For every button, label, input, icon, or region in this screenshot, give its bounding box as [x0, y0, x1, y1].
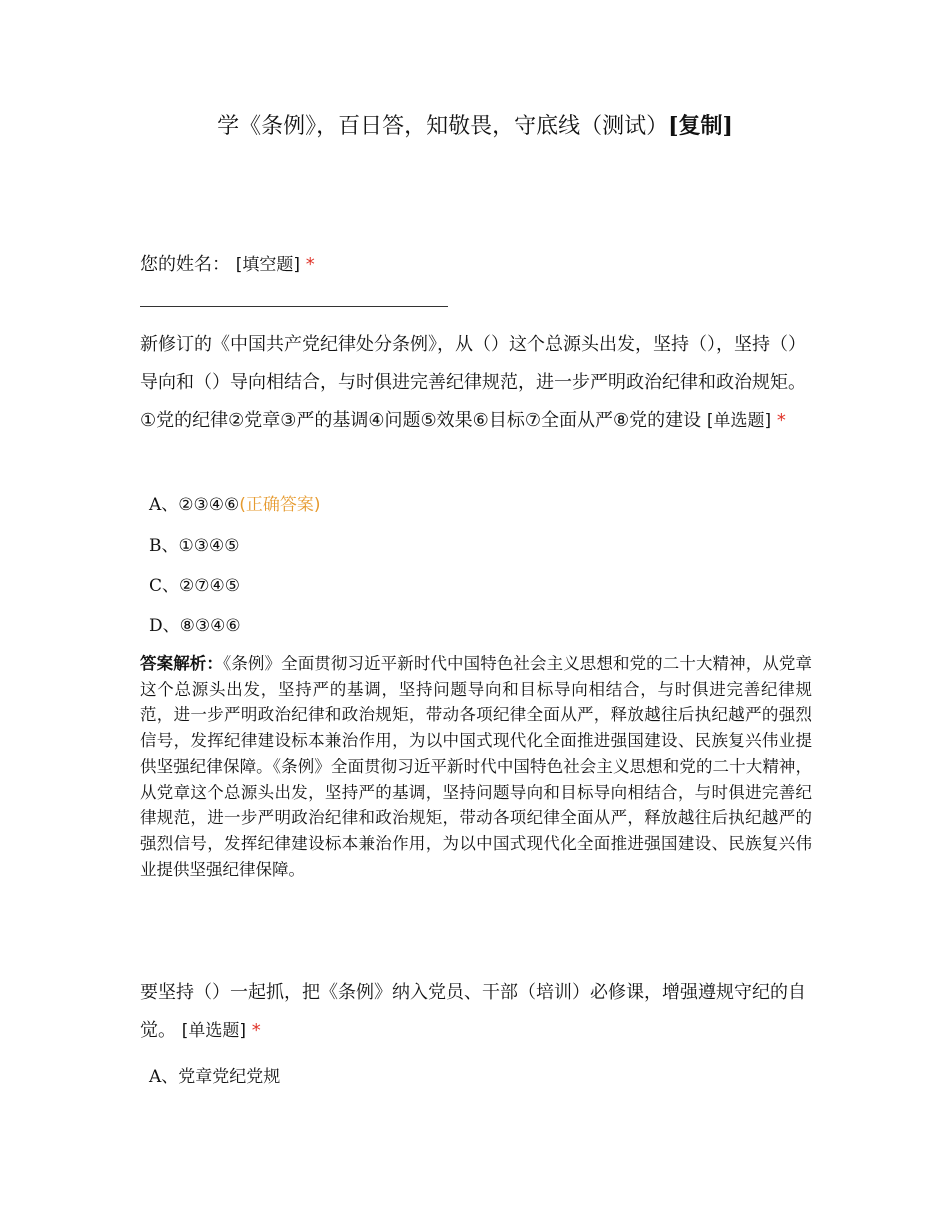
question-type: [单选题]: [181, 1021, 246, 1041]
option-a[interactable]: [149, 1065, 280, 1089]
option-a[interactable]: [149, 493, 321, 517]
required-mark: *: [305, 254, 315, 275]
question-2: [140, 974, 812, 1050]
option-text: ①③④⑤: [178, 536, 240, 556]
title-main: 学《条例》，百日答，知敬畏，守底线（测试）: [217, 114, 669, 139]
correct-answer-tag: (正确答案): [239, 495, 321, 515]
option-d[interactable]: [149, 614, 241, 638]
analysis-text: 《条例》全面贯彻习近平新时代中国特色社会主义思想和党的二十大精神，从党章这个总源头出发，坚持严的基调，坚持问题导向和目标导向相结合，与时俱进完善纪律规范，进一步严明政治纪律和政治规矩，带动各项纪律全面从严，释放越往后执纪越严的强烈信号，发挥纪律建设标本兼治作用，为以中国式现代化全面推进强国建设、民族复兴伟业提供坚强纪律保障。《条例》全面贯彻习近平新时代中国特色社会主义思想和党的二十大精神，从党章这个总源头出发，坚持严的基调，坚持问题导向和目标导向相结合，与时俱进完善纪律规范，进一步严明政治纪律和政治规矩，带动各项纪律全面从严，释放越往后执纪越严的强烈信号，发挥纪律建设标本兼治作用，为以中国式现代化全面推进强国建设、民族复兴伟业提供坚强纪律保障。: [140, 654, 812, 879]
analysis-label: 答案解析：: [140, 654, 223, 673]
question-label: [140, 974, 812, 1050]
option-letter: D、: [149, 616, 180, 636]
option-letter: A、: [149, 495, 179, 515]
question-name: [140, 246, 812, 284]
option-c[interactable]: [149, 574, 240, 598]
option-letter: C、: [149, 576, 180, 596]
option-text: 党章党纪党规: [178, 1067, 281, 1087]
question-text: 新修订的《中国共产党纪律处分条例》，从（）这个总源头出发，坚持（），坚持（）导向和（）导向相结合，与时俱进完善纪律规范，进一步严明政治纪律和政治规矩。①党的纪律②党章③严的基调④问题⑤效果⑥目标⑦全面从严⑧党的建设: [140, 334, 806, 431]
option-text: ⑧③④⑥: [179, 616, 241, 636]
option-b[interactable]: [149, 534, 239, 558]
question-type: [单选题]: [706, 411, 772, 431]
question-label: [140, 246, 812, 284]
question-1: [140, 326, 812, 440]
question-type: [填空题]: [235, 255, 300, 275]
required-mark: *: [251, 1020, 261, 1041]
question-text: 要坚持（）一起抓，把《条例》纳入党员、干部（培训）必修课，增强遵规守纪的自觉。: [140, 982, 806, 1041]
question-label: [140, 326, 812, 440]
option-letter: A、: [149, 1067, 179, 1087]
title-copy-tag: [复制]: [668, 113, 733, 139]
page-title: [0, 108, 950, 145]
name-input-line[interactable]: [140, 306, 448, 307]
required-mark: *: [776, 410, 786, 431]
option-text: ②⑦④⑤: [179, 576, 240, 596]
question-text: 您的姓名：: [140, 254, 230, 275]
option-text: ②③④⑥: [178, 495, 240, 515]
option-letter: B、: [149, 536, 179, 556]
answer-analysis: [140, 651, 812, 882]
